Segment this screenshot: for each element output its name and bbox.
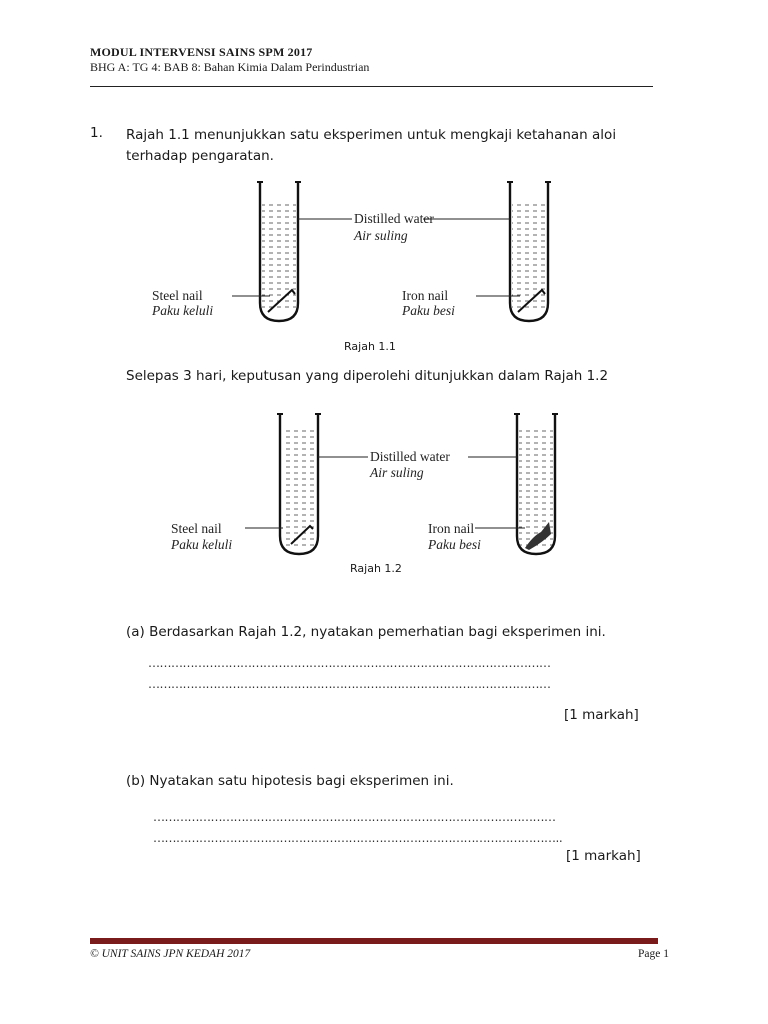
question-text-line1: Rajah 1.1 menunjukkan satu eksperimen untuk mengkaji ketahanan aloi <box>126 127 617 143</box>
label-paku-besi: Paku besi <box>402 303 455 318</box>
label-air-suling: Air suling <box>354 228 408 243</box>
after-3-days-text: Selepas 3 hari, keputusan yang diperolehi ditunjukkan dalam Rajah 1.2 <box>126 368 609 384</box>
label-paku-keluli: Paku keluli <box>152 303 214 318</box>
question-text <box>126 125 666 167</box>
test-tube-iron-after <box>514 414 558 554</box>
label-distilled-water-2: Distilled water <box>370 449 450 464</box>
footer-copyright: © UNIT SAINS JPN KEDAH 2017 <box>90 948 251 960</box>
label-air-suling-2: Air suling <box>370 465 424 480</box>
part-b-question: (b) Nyatakan satu hipotesis bagi eksperimen ini. <box>126 773 454 789</box>
part-a-marks: [1 markah] <box>564 707 639 723</box>
module-title: MODUL INTERVENSI SAINS SPM 2017 <box>90 45 313 59</box>
caption-rajah-1-1: Rajah 1.1 <box>344 340 396 353</box>
part-b-marks: [1 markah] <box>566 848 641 864</box>
part-b-answer-line-1[interactable]: …………………………………………………………………………………………… <box>153 810 556 824</box>
label-iron-nail-2: Iron nail <box>428 521 475 536</box>
figure-rajah-1-1 <box>140 178 580 328</box>
question-number: 1. <box>90 125 103 141</box>
test-tube-steel <box>257 182 301 321</box>
test-tube-steel-after <box>277 414 321 554</box>
label-paku-keluli-2: Paku keluli <box>171 537 233 552</box>
label-paku-besi-2: Paku besi <box>428 537 481 552</box>
label-steel-nail: Steel nail <box>152 288 203 303</box>
test-tube-iron <box>507 182 551 321</box>
part-a-question: (a) Berdasarkan Rajah 1.2, nyatakan pemerhatian bagi eksperimen ini. <box>126 624 606 640</box>
figure-rajah-1-2 <box>165 410 585 560</box>
part-b-answer-line-2[interactable]: …………………………………………………………………………………………….. <box>153 831 563 845</box>
part-a-answer-line-1[interactable]: …………………………………………………………………………………………… <box>148 656 551 670</box>
question-text-line2: terhadap pengaratan. <box>126 148 274 164</box>
footer-bar <box>90 938 658 944</box>
header-divider <box>90 86 653 87</box>
label-steel-nail-2: Steel nail <box>171 521 222 536</box>
caption-rajah-1-2: Rajah 1.2 <box>350 562 402 575</box>
label-iron-nail: Iron nail <box>402 288 449 303</box>
footer-page-number: Page 1 <box>638 948 669 960</box>
part-a-answer-line-2[interactable]: …………………………………………………………………………………………… <box>148 677 551 691</box>
module-subtitle: BHG A: TG 4: BAB 8: Bahan Kimia Dalam Perindustrian <box>90 60 370 74</box>
label-distilled-water: Distilled water <box>354 211 434 226</box>
